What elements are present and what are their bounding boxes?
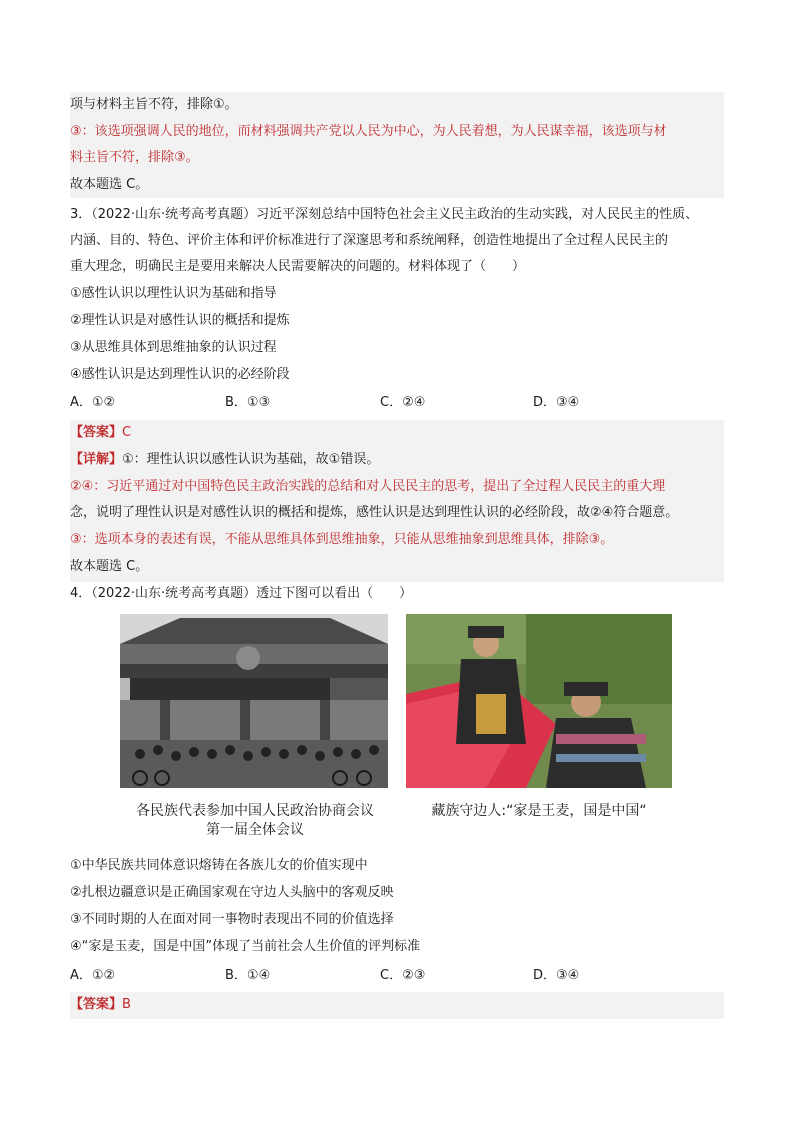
q4-stem: 4．（2022·山东·统考高考真题）透过下图可以看出（ ） (70, 586, 413, 601)
guardians-photo (406, 614, 672, 788)
q4-answer-block (70, 992, 724, 1019)
q3-item: ②理性认识是对感性认识的概括和提炼 (70, 313, 290, 328)
left-caption-line: 第一届全体会议 (206, 822, 304, 838)
q4-item: ④“家是玉麦，国是中国”体现了当前社会人生价值的评判标准 (70, 939, 421, 954)
q3-conclusion: 故本题选 C。 (70, 559, 149, 574)
q4-item: ③不同时期的人在面对同一事物时表现出不同的价值选择 (70, 912, 394, 927)
answer-value: C (122, 425, 132, 440)
q4-answer (70, 995, 131, 1015)
q4-option-a: A．①② (70, 968, 116, 983)
detail-text: ①：理性认识以感性认识为基础，故①错误。 (122, 452, 380, 467)
prev-explain-line: ③：该选项强调人民的地位，而材料强调共产党以人民为中心，为人民着想，为人民谋幸福，该选项与材 (70, 124, 667, 139)
q4-item: ①中华民族共同体意识熔铸在各族儿女的价值实现中 (70, 858, 368, 873)
q3-stem: 内涵、目的、特色、评价主体和评价标准进行了深邃思考和系统阐释，创造性地提出了全过程人民民主的 (70, 233, 669, 248)
prev-explain-line: 料主旨不符，排除③。 (70, 150, 199, 165)
left-caption-line: 各民族代表参加中国人民政治协商会议 (136, 803, 374, 819)
q4-option-b: B．①④ (225, 968, 271, 983)
q3-detail-line: 念，说明了理性认识是对感性认识的概括和提炼，感性认识是达到理性认识的必经阶段，故②④符合题意。 (70, 505, 679, 520)
historical-photo-graphic (120, 614, 388, 788)
q3-stem: 重大理念，明确民主是要用来解决人民需要解决的问题的。材料体现了（ ） (70, 259, 526, 274)
q3-stem: 3．（2022·山东·统考高考真题）习近平深刻总结中国特色社会主义民主政治的生动实践，对人民民主的性质、 (70, 207, 699, 222)
right-photo-caption: 藏族守边人:“家是王麦，国是中国“ (431, 803, 647, 819)
q4-option-c: C．②③ (380, 968, 426, 983)
q3-option-c: C．②④ (380, 395, 426, 410)
q3-option-b: B．①③ (225, 395, 271, 410)
answer-tag: 【答案】 (70, 425, 123, 440)
q3-answer (70, 423, 131, 443)
q3-item: ④感性认识是达到理性认识的必经阶段 (70, 367, 290, 382)
q3-detail-line: ③：选项本身的表述有误，不能从思维具体到思维抽象，只能从思维抽象到思维具体，排除③。 (70, 532, 614, 547)
q3-detail-line: ②④：习近平通过对中国特色民主政治实践的总结和对人民民主的思考，提出了全过程人民民主的重大理 (70, 479, 666, 494)
q3-detail (70, 450, 379, 470)
prev-conclusion: 故本题选 C。 (70, 177, 149, 192)
answer-value: B (122, 997, 131, 1012)
q3-answer-block (70, 420, 724, 582)
q4-item: ②扎根边疆意识是正确国家观在守边人头脑中的客观反映 (70, 885, 394, 900)
left-photo-caption (110, 802, 400, 840)
prev-explain-line: 项与材料主旨不符，排除①。 (70, 97, 238, 112)
q4-option-d: D．③④ (533, 968, 580, 983)
q3-option-d: D．③④ (533, 395, 580, 410)
q3-option-a: A．①② (70, 395, 116, 410)
q3-item: ①感性认识以理性认识为基础和指导 (70, 286, 277, 301)
detail-tag: 【详解】 (70, 452, 123, 467)
answer-tag: 【答案】 (70, 997, 123, 1012)
guardians-photo-graphic (406, 614, 672, 788)
q3-item: ③从思维具体到思维抽象的认识过程 (70, 340, 277, 355)
historical-photo (120, 614, 388, 788)
